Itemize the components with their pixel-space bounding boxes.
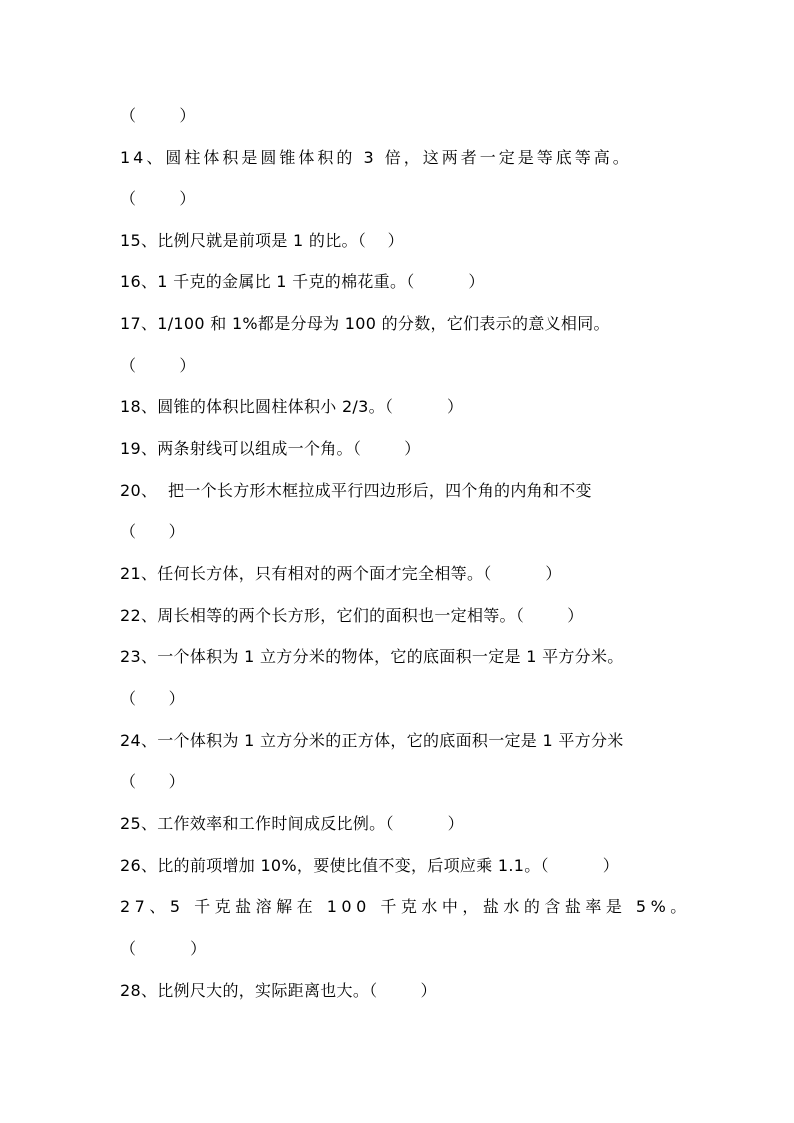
question-14: 14、圆柱体积是圆锥体积的 3 倍，这两者一定是等底等高。 [120,148,632,167]
question-18: 18、圆锥的体积比圆柱体积小 2/3。（ ） [120,397,464,416]
question-25: 25、工作效率和工作时间成反比例。（ ） [120,814,464,833]
question-19: 19、两条射线可以组成一个角。（ ） [120,439,421,458]
question-17: 17、1/100 和 1%都是分母为 100 的分数，它们表示的意义相同。 [120,314,610,333]
question-27: 27、5 千克盐溶解在 100 千克水中，盐水的含盐率是 5%。 [120,897,691,916]
question-15: 15、比例尺就是前项是 1 的比。（ ） [120,231,404,250]
answer-blank-20: （ ） [120,522,185,541]
answer-blank-23: （ ） [120,689,185,708]
question-16: 16、1 千克的金属比 1 千克的棉花重。（ ） [120,272,485,291]
question-28: 28、比例尺大的，实际距离也大。（ ） [120,981,437,1000]
question-22: 22、周长相等的两个长方形，它们的面积也一定相等。（ ） [120,606,584,625]
question-26: 26、比的前项增加 10%，要使比值不变，后项应乘 1.1。（ ） [120,856,619,875]
answer-blank-13: （ ） [120,106,196,125]
question-23: 23、一个体积为 1 立方分米的物体，它的底面积一定是 1 平方分米。 [120,647,624,666]
question-21: 21、任何长方体，只有相对的两个面才完全相等。（ ） [120,564,562,583]
question-24: 24、一个体积为 1 立方分米的正方体，它的底面积一定是 1 平方分米 [120,731,624,750]
answer-blank-27: （ ） [120,939,207,958]
question-20: 20、 把一个长方形木框拉成平行四边形后，四个角的内角和不变 [120,481,592,500]
answer-blank-24: （ ） [120,772,185,791]
answer-blank-17: （ ） [120,356,196,375]
answer-blank-14: （ ） [120,189,196,208]
